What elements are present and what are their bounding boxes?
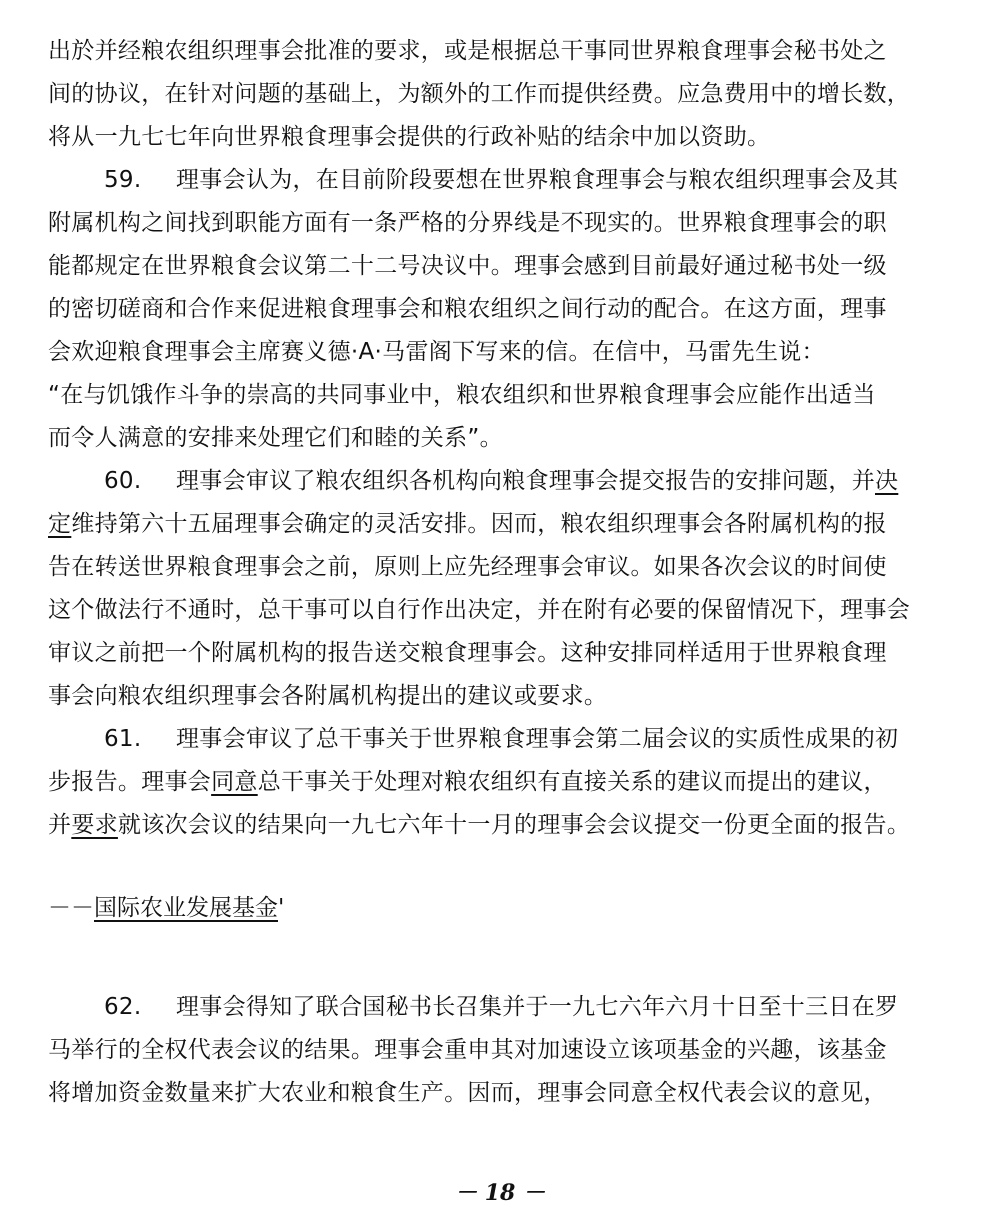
text-segment: 并 xyxy=(48,812,72,838)
text-line: 出於并经粮农组织理事会批准的要求，或是根据总干事同世界粮食理事会秘书处之 xyxy=(48,38,887,64)
paragraph-61-first-line xyxy=(48,718,968,761)
heading-title: 国际农业发展基金 xyxy=(94,895,278,921)
paragraph-number: 60. xyxy=(104,468,142,494)
text-segment: 理事会得知了联合国秘书长召集并于一九七六年六月十日至十三日在罗 xyxy=(176,994,899,1020)
text-line: 事会向粮农组织理事会各附属机构提出的建议或要求。 xyxy=(48,683,608,709)
text-segment: 维持第六十五届理事会确定的灵活安排。因而，粮农组织理事会各附属机构的报 xyxy=(71,511,887,537)
text-line: 马举行的全权代表会议的结果。理事会重申其对加速设立该项基金的兴趣，该基金 xyxy=(48,1037,887,1063)
text-line: 间的协议，在针对问题的基础上，为额外的工作而提供经费。应急费用中的增长数， xyxy=(48,81,911,107)
section-heading xyxy=(48,887,968,930)
text-segment: 总干事关于处理对粮农组织有直接关系的建议而提出的建议， xyxy=(257,769,887,795)
text-segment: 理事会审议了粮农组织各机构向粮食理事会提交报告的安排问题，并 xyxy=(176,468,875,494)
underlined-text: 要求 xyxy=(71,812,118,838)
paragraph-61-third-line xyxy=(48,804,968,847)
heading-prefix: －－ xyxy=(48,895,94,921)
heading-suffix: ' xyxy=(278,895,285,921)
document-page xyxy=(48,30,968,1115)
underlined-text: 定 xyxy=(48,511,72,537)
paragraph-62-first-line xyxy=(48,986,968,1029)
text-segment: 步报告。理事会 xyxy=(48,769,212,795)
paragraph-number: 61. xyxy=(104,726,142,752)
text-line: 会欢迎粮食理事会主席赛义德·A·马雷阁下写来的信。在信中，马雷先生说： xyxy=(48,339,825,365)
text-line: 将增加资金数量来扩大农业和粮食生产。因而，理事会同意全权代表会议的意见， xyxy=(48,1080,887,1106)
paragraph-59-first-line xyxy=(48,159,968,202)
spacer xyxy=(48,930,968,986)
text-line: 能都规定在世界粮食会议第二十二号决议中。理事会感到目前最好通过秘书处一级 xyxy=(48,253,887,279)
paragraph-61-second-line xyxy=(48,761,968,804)
paragraph-number: 59. xyxy=(104,167,142,193)
paragraph-number: 62. xyxy=(104,994,142,1020)
spacer xyxy=(48,847,968,887)
paragraph-60-first-line xyxy=(48,460,968,503)
quote-line: 而令人满意的安排来处理它们和睦的关系”。 xyxy=(48,425,503,451)
quote-line: “在与饥饿作斗争的崇高的共同事业中，粮农组织和世界粮食理事会应能作出适当 xyxy=(48,382,876,408)
underlined-text: 决 xyxy=(875,468,899,494)
text-segment: 理事会审议了总干事关于世界粮食理事会第二届会议的实质性成果的初 xyxy=(176,726,899,752)
page-number: － 18 － xyxy=(455,1180,545,1206)
text-line: 附属机构之间找到职能方面有一条严格的分界线是不现实的。世界粮食理事会的职 xyxy=(48,210,887,236)
text-line: 审议之前把一个附属机构的报告送交粮食理事会。这种安排同样适用于世界粮食理 xyxy=(48,640,887,666)
underlined-text: 同意 xyxy=(211,769,258,795)
text-line: 告在转送世界粮食理事会之前，原则上应先经理事会审议。如果各次会议的时间使 xyxy=(48,554,887,580)
text-line: 这个做法行不通时，总干事可以自行作出决定，并在附有必要的保留情况下，理事会 xyxy=(48,597,911,623)
text-line: 将从一九七七年向世界粮食理事会提供的行政补贴的结余中加以资助。 xyxy=(48,124,771,150)
text-line: 理事会认为，在目前阶段要想在世界粮食理事会与粮农组织理事会及其 xyxy=(176,167,899,193)
text-segment: 就该次会议的结果向一九七六年十一月的理事会会议提交一份更全面的报告。 xyxy=(117,812,911,838)
paragraph-60-second-line xyxy=(48,503,968,546)
text-line: 的密切磋商和合作来促进粮食理事会和粮农组织之间行动的配合。在这方面，理事 xyxy=(48,296,887,322)
